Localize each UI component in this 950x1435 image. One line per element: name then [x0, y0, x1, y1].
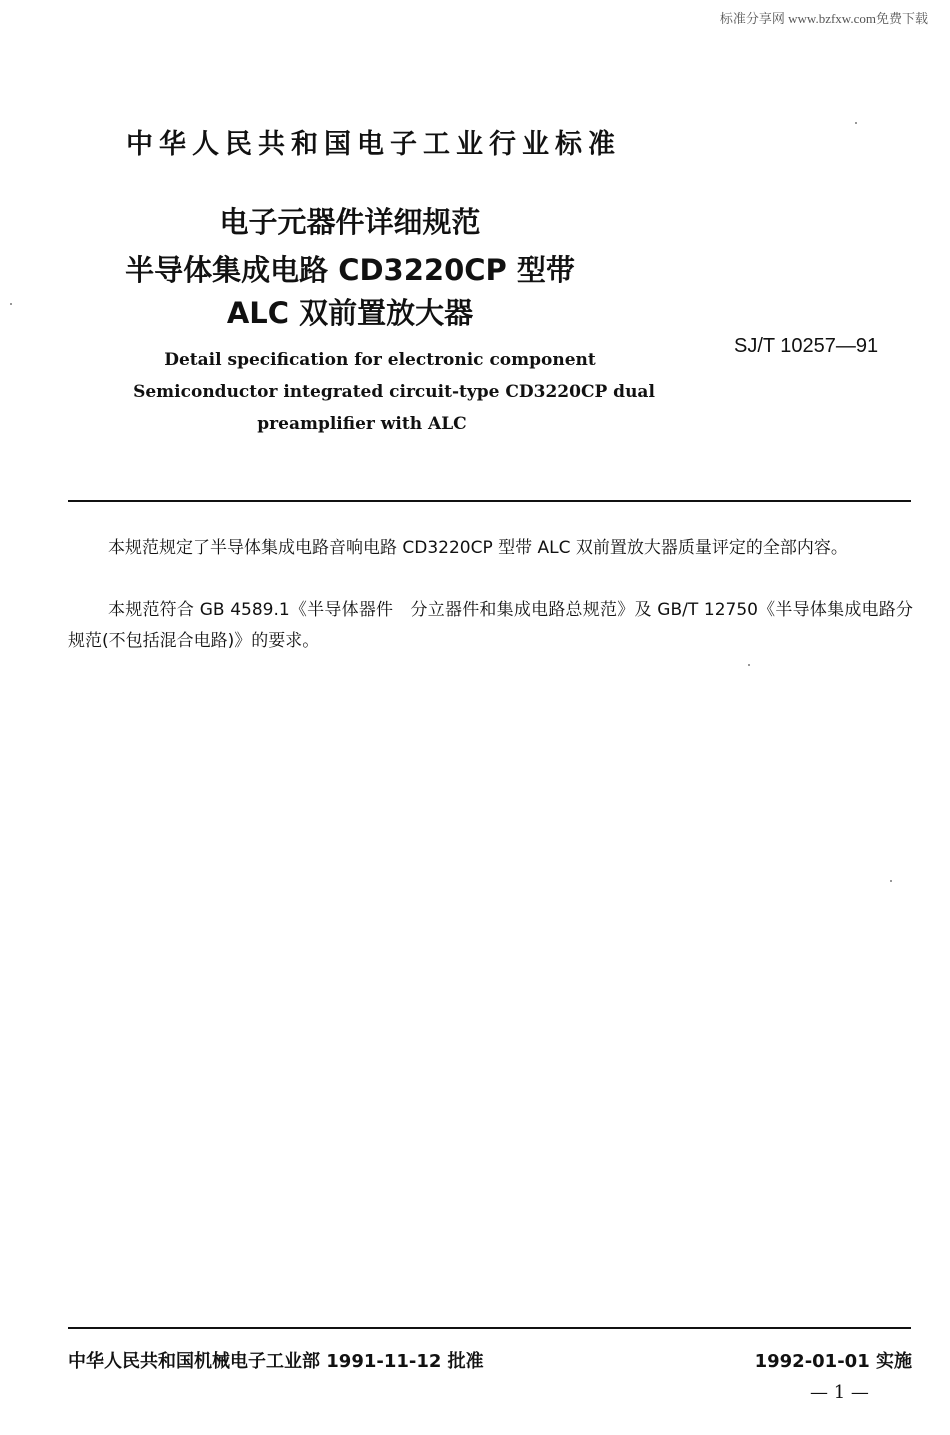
- title-cn-line-2: 半导体集成电路 CD3220CP 型带: [125, 253, 575, 287]
- effective-date: 1992-01-01 实施: [754, 1351, 912, 1372]
- scan-speck: [10, 303, 12, 305]
- title-en-line-1: Detail specification for electronic component: [164, 350, 596, 370]
- footer-divider: [68, 1327, 911, 1329]
- industry-standard-heading: 中华人民共和国电子工业行业标准: [126, 129, 621, 160]
- standard-number: SJ/T 10257—91: [734, 335, 879, 357]
- title-cn-line-1: 电子元器件详细规范: [219, 205, 481, 239]
- scan-speck: [855, 122, 857, 124]
- header-divider: [68, 500, 911, 502]
- title-en-line-2: Semiconductor integrated circuit-type CD3220CP dual: [133, 382, 655, 402]
- title-cn-line-3: ALC 双前置放大器: [226, 296, 474, 330]
- body-paragraph-conformance: 本规范符合 GB 4589.1《半导体器件 分立器件和集成电路总规范》及 GB/T 12750《半导体集成电路分规范(不包括混合电路)》的要求。: [68, 600, 913, 651]
- scan-speck: [890, 880, 892, 882]
- approval-note: 中华人民共和国机械电子工业部 1991-11-12 批准: [68, 1351, 484, 1372]
- page-number: — 1 —: [810, 1382, 869, 1403]
- body-paragraph-scope: 本规范规定了半导体集成电路音响电路 CD3220CP 型带 ALC 双前置放大器质量评定的全部内容。: [108, 538, 848, 558]
- scan-speck: [748, 664, 750, 666]
- title-en-line-3: preamplifier with ALC: [257, 414, 467, 434]
- watermark-text: 标准分享网 www.bzfxw.com免费下载: [719, 11, 928, 26]
